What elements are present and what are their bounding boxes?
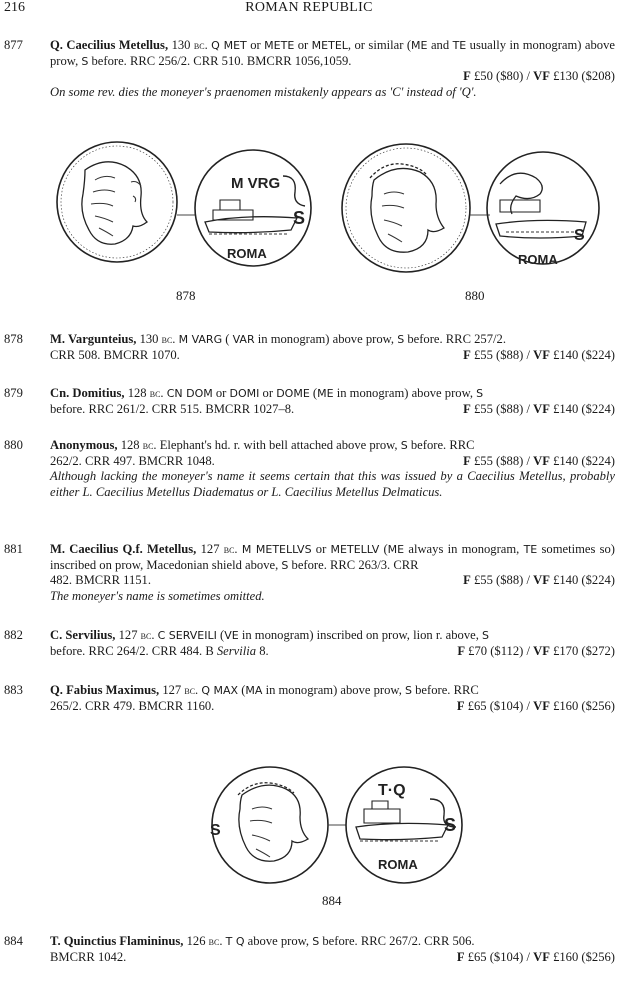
entry-body: M. Caecilius Q.f. Metellus, 127 bc. M METELLVS or METELLV (ME always in monogram, TE sometimes so) inscribed on prow, Macedonian shield above, S before. RRC 263/3. CRR 482. BMCRR 1151. F £55 ($88) / VF £140 ($224) The moneyer's name is sometimes omitted. xyxy=(50,542,615,603)
price-line: before. RRC 261/2. CRR 515. BMCRR 1027–8. F £55 ($88) / VF £140 ($224) xyxy=(50,402,615,417)
reverse-legend-top: M VRG xyxy=(231,175,281,192)
moneyer-name: Anonymous, xyxy=(50,438,118,452)
coin-figure-880 xyxy=(340,140,600,275)
obverse-roma-head-878 xyxy=(57,142,177,262)
coin-figure-878 xyxy=(55,140,315,275)
entry-body: T. Quinctius Flamininus, 126 bc. T Q above prow, S before. RRC 267/2. CRR 506. BMCRR 1042. F £65 ($104) / VF £160 ($256) xyxy=(50,934,615,965)
price-line: 265/2. CRR 479. BMCRR 1160. F £65 ($104) / VF £160 ($256) xyxy=(50,699,615,714)
reverse-elephant-prow-880 xyxy=(487,152,599,264)
reverse-mark: S xyxy=(444,815,457,835)
entry-body: Q. Caecilius Metellus, 130 bc. Q MET or METE or METEL, or similar (ME and TE usually in monogram) above prow, S before. RRC 256/2. CRR 510. BMCRR 1056,1059. F £50 ($80) / VF £130 ($208) On some rev. dies the moneyer's praenomen mistakenly appears as 'C' instead of 'Q'. xyxy=(50,38,615,99)
reverse-legend-bottom: ROMA xyxy=(378,857,418,872)
reverse-legend-bottom: ROMA xyxy=(227,246,267,261)
moneyer-name: Q. Fabius Maximus, xyxy=(50,683,160,697)
moneyer-name: C. Servilius, xyxy=(50,628,116,642)
obverse-head-880 xyxy=(342,144,470,272)
figure-caption-878: 878 xyxy=(176,288,196,303)
entry-note: Although lacking the moneyer's name it seems certain that this was issued by a Caecilius Metellus, probably either L. Caecilius Metellus Diadematus or L. Caecilius Metellus Delmaticus. xyxy=(50,469,615,499)
coin-figure-884 xyxy=(200,765,470,890)
entry-number: 881 xyxy=(4,542,23,556)
price-line: 482. BMCRR 1151. F £55 ($88) / VF £140 ($224) xyxy=(50,573,615,588)
moneyer-name: M. Vargunteius, xyxy=(50,332,137,346)
entry-number: 877 xyxy=(4,38,23,52)
price-line: BMCRR 1042. F £65 ($104) / VF £160 ($256) xyxy=(50,950,615,965)
entry-number: 880 xyxy=(4,438,23,452)
obverse-roma-head-884 xyxy=(212,767,328,883)
entry-number: 878 xyxy=(4,332,23,346)
moneyer-name: Q. Caecilius Metellus, xyxy=(50,38,169,52)
page-header xyxy=(0,0,618,18)
entry-body: C. Servilius, 127 bc. C SERVEILI (VE in monogram) inscribed on prow, lion r. above, S before. RRC 264/2. CRR 484. B Servilia 8. F £70 ($112) / VF £170 ($272) xyxy=(50,628,615,659)
entry-number: 883 xyxy=(4,683,23,697)
entry-body: M. Vargunteius, 130 bc. M VARG ( VAR in monogram) above prow, S before. RRC 257/2. CRR 508. BMCRR 1070. F £55 ($88) / VF £140 ($224) xyxy=(50,332,615,363)
entry-note: On some rev. dies the moneyer's praenomen mistakenly appears as 'C' instead of 'Q'. xyxy=(50,84,477,99)
figure-caption-880: 880 xyxy=(465,288,485,303)
price-line: 262/2. CRR 497. BMCRR 1048. F £55 ($88) / VF £140 ($224) xyxy=(50,454,615,469)
entry-body: Cn. Domitius, 128 bc. CN DOM or DOMI or DOME (ME in monogram) above prow, S before. RRC 261/2. CRR 515. BMCRR 1027–8. F £55 ($88) / VF £140 ($224) xyxy=(50,386,615,417)
reverse-legend-bottom: ROMA xyxy=(518,252,558,267)
reverse-mark: S xyxy=(293,208,306,228)
page-number: 216 xyxy=(4,0,25,15)
entry-note: The moneyer's name is sometimes omitted. xyxy=(50,588,265,603)
entry-number: 884 xyxy=(4,934,23,948)
obverse-mark: S xyxy=(210,822,221,839)
reverse-legend-top: T·Q xyxy=(378,782,406,799)
price-line: F £50 ($80) / VF £130 ($208) xyxy=(463,69,615,84)
price-line: CRR 508. BMCRR 1070. F £55 ($88) / VF £140 ($224) xyxy=(50,348,615,363)
moneyer-name: Cn. Domitius, xyxy=(50,386,125,400)
reverse-mark: S xyxy=(574,227,585,244)
entry-body: Q. Fabius Maximus, 127 bc. Q MAX (MA in monogram) above prow, S before. RRC 265/2. CRR 479. BMCRR 1160. F £65 ($104) / VF £160 ($256) xyxy=(50,683,615,714)
figure-caption-884: 884 xyxy=(322,893,342,908)
entry-number: 882 xyxy=(4,628,23,642)
moneyer-name: T. Quinctius Flamininus, xyxy=(50,934,184,948)
entry-body: Anonymous, 128 bc. Elephant's hd. r. with bell attached above prow, S before. RRC 262/2. CRR 497. BMCRR 1048. F £55 ($88) / VF £140 ($224) Although lacking the moneyer's name it seems certain that this was issued by a Caecilius Metellus, probably either L. Caecilius Metellus Diadematus or L. Caecilius Metellus Delmaticus. xyxy=(50,438,615,499)
entry-number: 879 xyxy=(4,386,23,400)
running-title: ROMAN REPUBLIC xyxy=(245,0,373,15)
price-line: before. RRC 264/2. CRR 484. B Servilia 8. F £70 ($112) / VF £170 ($272) xyxy=(50,644,615,659)
moneyer-name: M. Caecilius Q.f. Metellus, xyxy=(50,542,197,556)
